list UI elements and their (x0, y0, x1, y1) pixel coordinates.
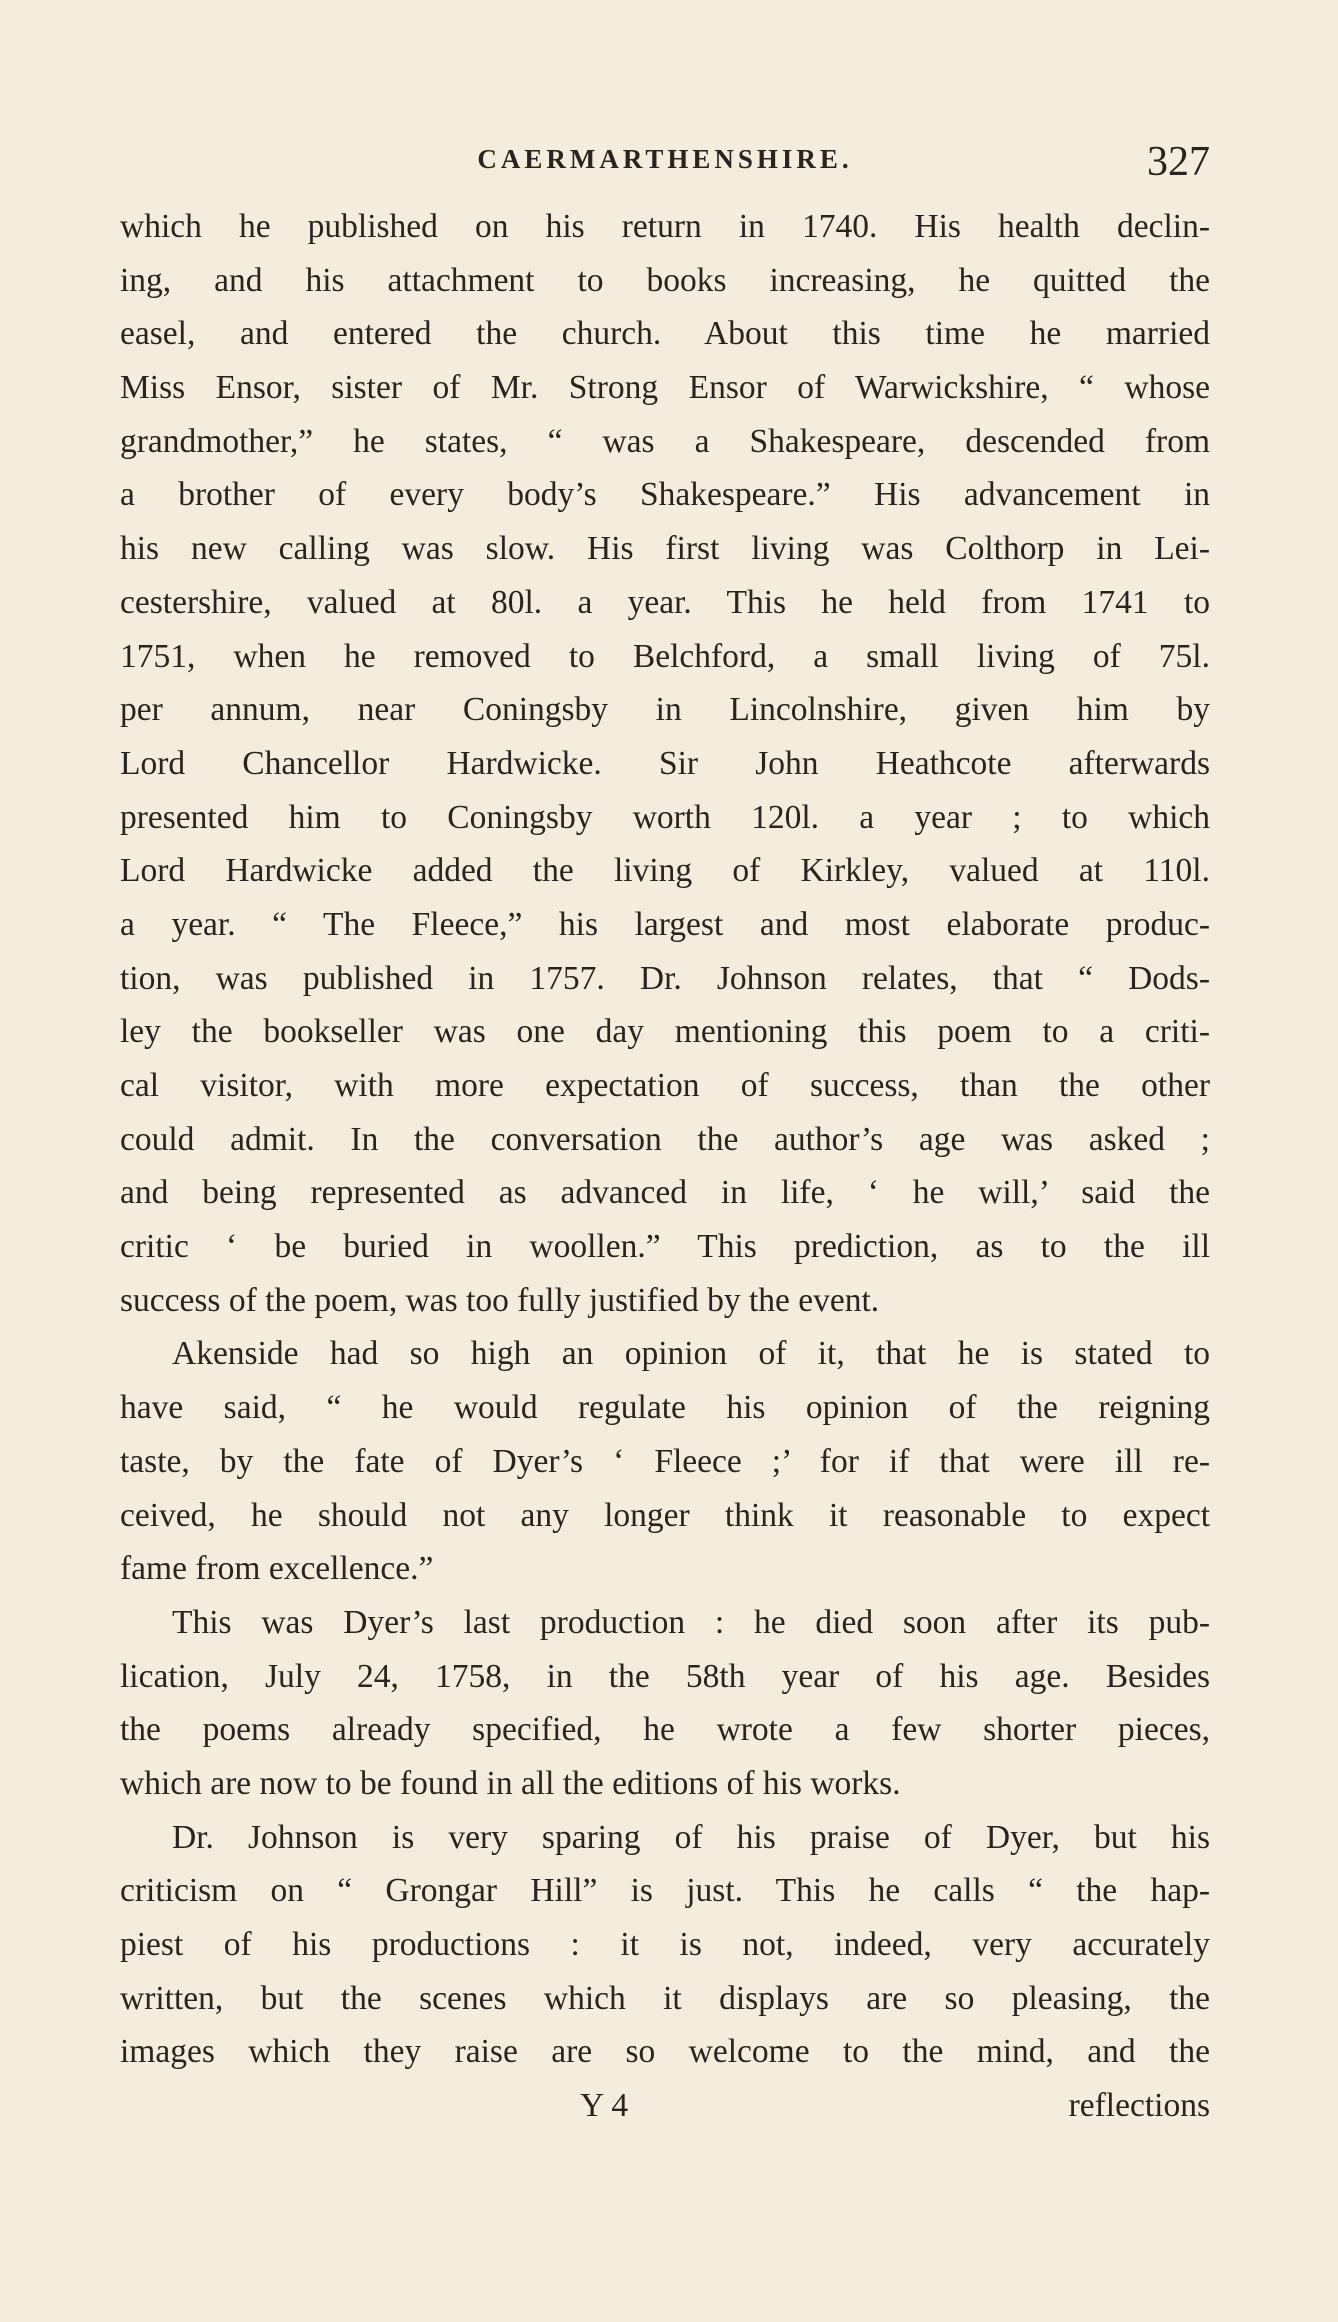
text-line: easel, and entered the church. About this time he married (120, 315, 1210, 353)
text-line: Lord Chancellor Hardwicke. Sir John Heathcote afterwards (120, 744, 1210, 782)
text-line: ceived, he should not any longer think it reasonable to expect (120, 1496, 1210, 1534)
footer-line (120, 2079, 1210, 2133)
text-line: could admit. In the conversation the author’s age was asked ; (120, 1120, 1210, 1158)
text-line: Dr. Johnson is very sparing of his praise of Dyer, but his (172, 1818, 1210, 1856)
text-line: success of the poem, was too fully justified by the event. (120, 1281, 880, 1319)
text-line: have said, “ he would regulate his opinion of the reigning (120, 1389, 1210, 1427)
text-line: This was Dyer’s last production : he died soon after its pub- (172, 1603, 1210, 1641)
text-line: the poems already specified, he wrote a few shorter pieces, (120, 1711, 1210, 1749)
text-line: piest of his productions : it is not, indeed, very accurately (120, 1926, 1210, 1963)
text-line: cestershire, valued at 80l. a year. This he held from 1741 to (120, 583, 1210, 621)
text-line: cal visitor, with more expectation of success, than the other (120, 1067, 1210, 1104)
text-line: and being represented as advanced in life, ‘ he will,’ said the (120, 1174, 1210, 1212)
text-line: Lord Hardwicke added the living of Kirkley, valued at 110l. (120, 852, 1210, 890)
text-line: Akenside had so high an opinion of it, that he is stated to (172, 1335, 1210, 1373)
catchword: reflections (1068, 2087, 1210, 2125)
text-line: ing, and his attachment to books increasing, he quitted the (120, 261, 1210, 299)
text-line: grandmother,” he states, “ was a Shakespeare, descended from (120, 422, 1210, 460)
text-line: critic ‘ be buried in woollen.” This prediction, as to the ill (120, 1228, 1210, 1266)
text-line: tion, was published in 1757. Dr. Johnson relates, that “ Dods- (120, 959, 1210, 997)
text-line: his new calling was slow. His first living was Colthorp in Lei- (120, 530, 1210, 568)
text-line: criticism on “ Grongar Hill” is just. This he calls “ the hap- (120, 1872, 1210, 1910)
text-line: Miss Ensor, sister of Mr. Strong Ensor of Warwickshire, “ whose (120, 369, 1210, 407)
text-line: lication, July 24, 1758, in the 58th year of his age. Besides (120, 1657, 1210, 1695)
text-line: which are now to be found in all the editions of his works. (120, 1764, 901, 1802)
text-line: ley the bookseller was one day mentioning this poem to a criti- (120, 1013, 1210, 1051)
text-line: per annum, near Coningsby in Lincolnshire, given him by (120, 691, 1210, 729)
signature-mark: Y 4 (580, 2087, 629, 2125)
running-title: CAERMARTHENSHIRE. (477, 144, 853, 174)
text-line: images which they raise are so welcome to the mind, and the (120, 2033, 1210, 2071)
text-line: a year. “ The Fleece,” his largest and most elaborate produc- (120, 905, 1210, 943)
body-text (120, 200, 1210, 2133)
text-line: presented him to Coningsby worth 120l. a year ; to which (120, 798, 1210, 836)
text-line: 1751, when he removed to Belchford, a small living of 75l. (120, 637, 1210, 675)
text-line: which he published on his return in 1740. His health declin- (120, 208, 1210, 245)
text-line: taste, by the fate of Dyer’s ‘ Fleece ;’ for if that were ill re- (120, 1442, 1210, 1480)
page-number: 327 (1147, 139, 1210, 185)
running-head (120, 138, 1210, 188)
text-line: fame from excellence.” (120, 1550, 434, 1588)
text-line: written, but the scenes which it displays are so pleasing, the (120, 1979, 1210, 2017)
text-line: a brother of every body’s Shakespeare.” His advancement in (120, 476, 1210, 514)
